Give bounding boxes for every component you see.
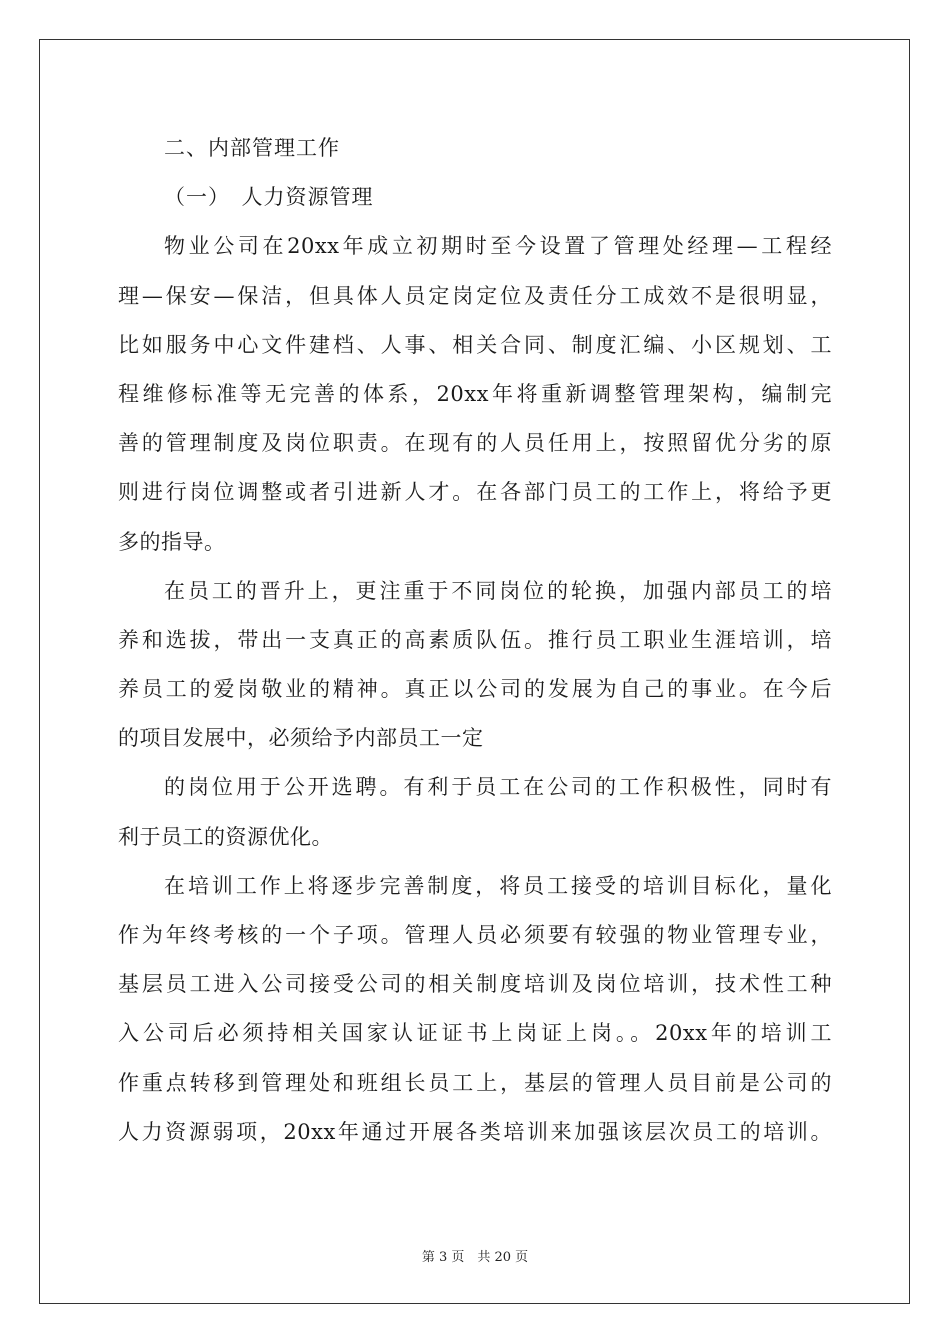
section-heading: 二、内部管理工作	[164, 136, 340, 160]
paragraph-4	[118, 862, 832, 1157]
paragraph-line: 的项目发展中，必须给予内部员工一定	[118, 726, 484, 751]
subsection-heading: （一） 人力资源管理	[164, 185, 374, 210]
paragraph-line: 利于员工的资源优化。	[118, 824, 333, 849]
paragraph-line: 在员工的晋升上，更注重于不同岗位的轮换，加强内部员工的培	[164, 578, 832, 603]
paragraph-line: 程维修标准等无完善的体系，20xx年将重新调整管理架构，编制完	[118, 381, 832, 406]
paragraph-line: 比如服务中心文件建档、人事、相关合同、制度汇编、小区规划、工	[118, 332, 832, 357]
paragraph-3	[118, 763, 832, 861]
paragraph-line: 则进行岗位调整或者引进新人才。在各部门员工的工作上，将给予更	[118, 480, 832, 505]
paragraph-line: 养员工的爱岗敬业的精神。真正以公司的发展为自己的事业。在今后	[118, 677, 832, 702]
paragraph-line: 善的管理制度及岗位职责。在现有的人员任用上，按照留优分劣的原	[118, 431, 832, 456]
paragraph-1	[118, 222, 832, 566]
paragraph-2	[118, 567, 832, 764]
document-body	[118, 124, 832, 1157]
paragraph-line: 养和选拔，带出一支真正的高素质队伍。推行员工职业生涯培训，培	[118, 627, 832, 652]
paragraph-line: 入公司后必须持相关国家认证证书上岗证上岗。。20xx年的培训工	[118, 1021, 832, 1046]
paragraph-line: 的岗位用于公开选聘。有利于员工在公司的工作积极性，同时有	[164, 775, 832, 800]
paragraph-line: 物业公司在20xx年成立初期时至今设置了管理处经理—工程经	[164, 234, 832, 259]
paragraph-line: 人力资源弱项，20xx年通过开展各类培训来加强该层次员工的培训。	[118, 1119, 832, 1144]
paragraph-line: 理—保安—保洁，但具体人员定岗定位及责任分工成效不是很明显，	[118, 283, 832, 308]
paragraph-line: 在培训工作上将逐步完善制度，将员工接受的培训目标化，量化	[164, 873, 832, 898]
page-number-footer: 第 3 页 共 20 页	[421, 1250, 529, 1265]
paragraph-line: 作为年终考核的一个子项。管理人员必须要有较强的物业管理专业，	[118, 923, 832, 947]
paragraph-line: 多的指导。	[118, 529, 226, 554]
paragraph-line: 作重点转移到管理处和班组长员工上，基层的管理人员目前是公司的	[118, 1070, 832, 1095]
paragraph-line: 基层员工进入公司接受公司的相关制度培训及岗位培训，技术性工种	[118, 972, 832, 997]
